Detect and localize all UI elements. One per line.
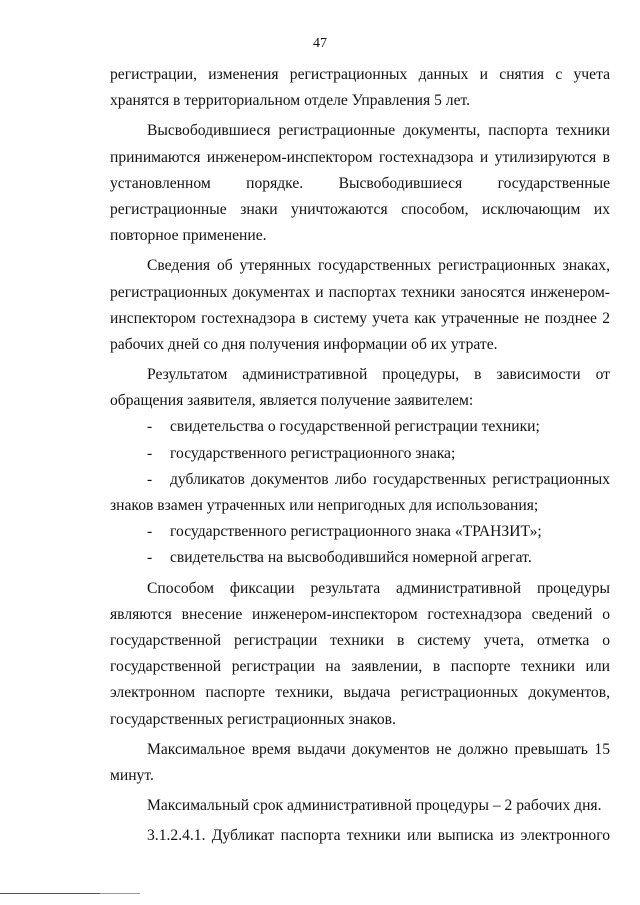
paragraph-line: Высвободившиеся регистрационные документы, паспорта техники xyxy=(147,122,610,140)
list-item-continuation: знаков взамен утраченных или непригодных для использования; xyxy=(110,497,539,514)
paragraph-line: государственной регистрации техники в систему учета, отметка о xyxy=(110,631,610,649)
list-item-text: государственного регистрационного знака «ТРАНЗИТ»; xyxy=(170,523,542,541)
paragraph-line: электронном паспорте техники, выдача регистрационных документов, xyxy=(110,684,610,702)
paragraph-line: принимаются инженером-инспектором гостехнадзора и утилизируются в xyxy=(110,148,610,166)
list-item xyxy=(110,441,610,467)
page-number: 47 xyxy=(313,36,327,51)
paragraph-line: регистрационных документах и паспортах техники заносятся инженером- xyxy=(110,283,610,301)
paragraph-line: Максимальный срок административной процедуры – 2 рабочих дня. xyxy=(147,797,602,815)
paragraph-line: являются внесение инженером-инспектором гостехнадзора сведений о xyxy=(110,605,610,623)
paragraph-line: Сведения об утерянных государственных регистрационных знаках, xyxy=(147,257,610,275)
list-item-text: свидетельства о государственной регистрации техники; xyxy=(170,418,540,436)
paragraph-line: минут. xyxy=(110,766,154,784)
paragraph-line: повторное применение. xyxy=(110,227,267,245)
paragraph-line: хранятся в территориальном отделе Управления 5 лет. xyxy=(110,92,471,110)
list-dash: - xyxy=(147,470,153,488)
paragraph-line: регистрационные знаки уничтожаются способом, исключающим их xyxy=(110,200,610,218)
list-item-text: государственного регистрационного знака; xyxy=(170,444,456,462)
list-dash: - xyxy=(147,418,153,436)
list-item xyxy=(110,519,610,545)
list-dash: - xyxy=(147,444,153,462)
list-item-text: дубликатов документов либо государственных регистрационных xyxy=(170,470,610,488)
paragraph-line: установленном порядке. Высвободившиеся государственные xyxy=(110,174,610,192)
paragraph-line: регистрации, изменения регистрационных данных и снятия с учета xyxy=(110,66,610,83)
footer-rule-segment xyxy=(100,893,140,894)
paragraph-line: государственной регистрации на заявлении, в паспорте техники или xyxy=(110,658,610,676)
list-dash: - xyxy=(147,523,153,541)
list-item xyxy=(110,545,610,571)
paragraph-line: рабочих дней со дня получения информации об их утрате. xyxy=(110,335,498,353)
document-body xyxy=(110,62,610,849)
list-item-text: свидетельства на высвободившийся номерной агрегат. xyxy=(170,549,532,567)
paragraph-line: Максимальное время выдачи документов не должно превышать 15 xyxy=(147,740,610,758)
paragraph-line: Способом фиксации результата административной процедуры xyxy=(147,579,610,597)
list-item xyxy=(110,467,610,493)
list-dash: - xyxy=(147,549,153,567)
section-heading-line: 3.1.2.4.1. Дубликат паспорта техники или выписка из электронного xyxy=(147,827,610,845)
list-item xyxy=(110,414,610,440)
paragraph-line: Результатом административной процедуры, в зависимости от xyxy=(147,366,610,384)
paragraph-line: инспектором гостехнадзора в систему учета как утраченные не позднее 2 xyxy=(110,309,610,327)
paragraph-line: обращения заявителя, является получение заявителем: xyxy=(110,392,474,410)
paragraph-line: государственных регистрационных знаков. xyxy=(110,710,396,728)
